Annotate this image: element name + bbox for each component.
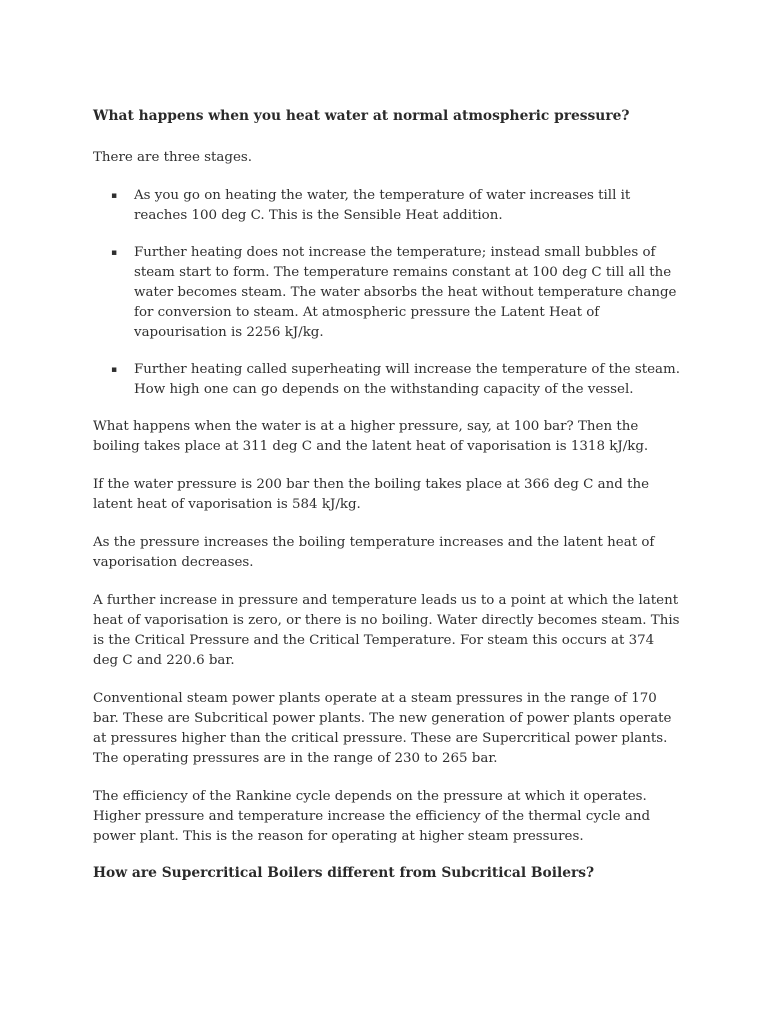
paragraph: The efficiency of the Rankine cycle depends on the pressure at which it operates. Higher pressure and temperature increase the efficiency of the thermal cycle and power plant. This is the reason for operating at higher steam pressures. bbox=[93, 789, 651, 844]
bullet-icon: ▪ bbox=[111, 191, 118, 201]
list-item bbox=[93, 360, 683, 400]
list-item bbox=[93, 243, 683, 343]
paragraph: What happens when the water is at a higher pressure, say, at 100 bar? Then the boiling takes place at 311 deg C and the latent heat of vaporisation is 1318 kJ/kg. bbox=[93, 419, 649, 454]
list-item-text: As you go on heating the water, the temperature of water increases till it reaches 100 deg C. This is the Sensible Heat addition. bbox=[134, 188, 631, 223]
list-item bbox=[93, 186, 683, 226]
section-heading: What happens when you heat water at normal atmospheric pressure? bbox=[93, 108, 630, 124]
document-body bbox=[93, 106, 683, 883]
section-subheading: How are Supercritical Boilers different from Subcritical Boilers? bbox=[93, 865, 595, 881]
paragraph: A further increase in pressure and temperature leads us to a point at which the latent heat of vaporisation is zero, or there is no boiling. Water directly becomes steam. This is the Critical Pressure and the Critical Temperature. For steam this occurs at 374 deg C and 220.6 bar. bbox=[93, 593, 680, 668]
bullet-icon: ▪ bbox=[111, 248, 118, 258]
paragraph: If the water pressure is 200 bar then the boiling takes place at 366 deg C and the latent heat of vaporisation is 584 kJ/kg. bbox=[93, 477, 649, 512]
stages-list bbox=[93, 186, 683, 400]
paragraph: Conventional steam power plants operate at a steam pressures in the range of 170 bar. These are Subcritical power plants. The new generation of power plants operate at pressures higher than the critical pressure. These are Supercritical power plants. The operating pressures are in the range of 230 to 265 bar. bbox=[93, 691, 672, 766]
list-item-text: Further heating does not increase the temperature; instead small bubbles of steam start to form. The temperature remains constant at 100 deg C till all the water becomes steam. The water absorbs the heat without temperature change for conversion to steam. At atmospheric pressure the Latent Heat of vapourisation is 2256 kJ/kg. bbox=[134, 245, 677, 340]
list-item-text: Further heating called superheating will increase the temperature of the steam. How high one can go depends on the withstanding capacity of the vessel. bbox=[134, 362, 680, 397]
paragraph: As the pressure increases the boiling temperature increases and the latent heat of vaporisation decreases. bbox=[93, 535, 655, 570]
bullet-icon: ▪ bbox=[111, 365, 118, 375]
intro-text: There are three stages. bbox=[93, 150, 253, 165]
